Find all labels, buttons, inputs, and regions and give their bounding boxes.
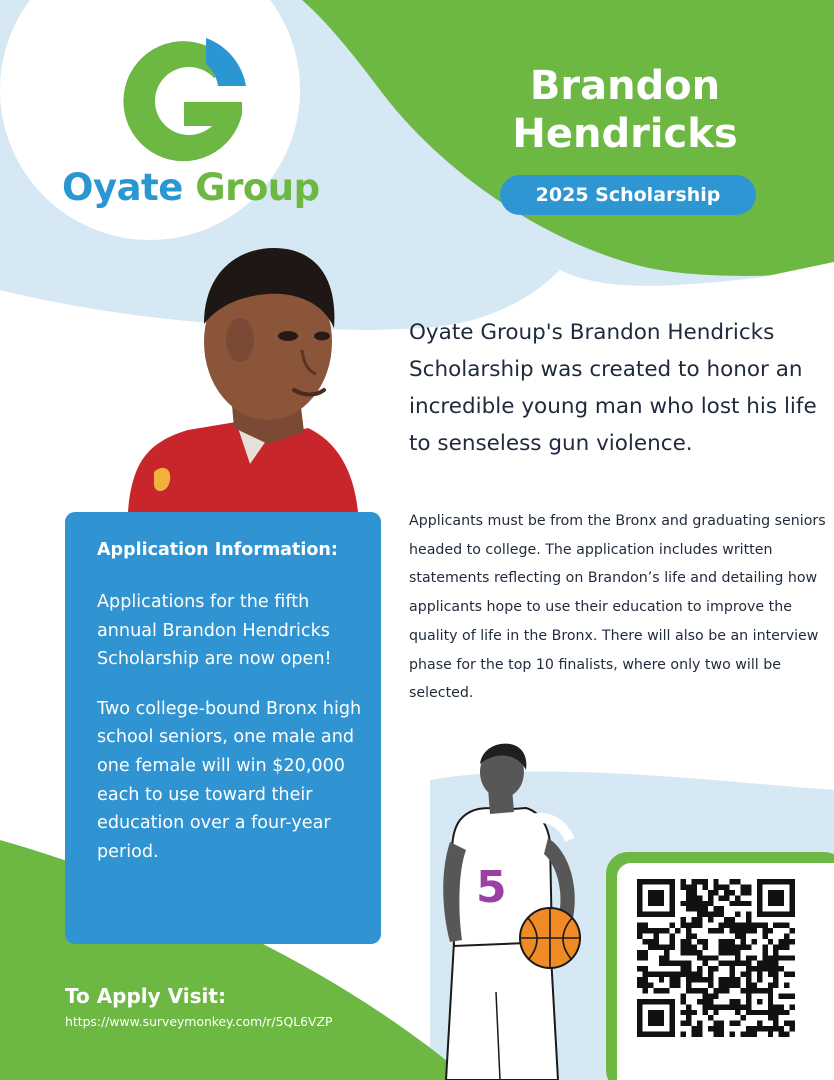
application-info-box	[65, 512, 381, 944]
apply-heading: To Apply Visit:	[65, 984, 226, 1008]
intro-statement: Oyate Group's Brandon Hendricks Scholarship was created to honor an incredible young man who lost his life to senseless gun violence.	[409, 320, 817, 456]
title-line-first: Brandon	[529, 63, 721, 109]
logo-word-group: Group	[195, 166, 320, 209]
logo-wordmark	[62, 166, 320, 209]
scholarship-year-badge: 2025 Scholarship	[500, 175, 756, 215]
oyate-group-logo	[62, 28, 320, 228]
title-line-last: Hendricks	[512, 111, 738, 157]
apply-url-link[interactable]: https://www.surveymonkey.com/r/5QL6VZP	[65, 1014, 333, 1029]
info-paragraph-open: Applications for the fifth annual Brandon Hendricks Scholarship are now open!	[97, 592, 332, 670]
scholarship-title	[480, 62, 770, 158]
qr-code[interactable]	[637, 878, 795, 1038]
portrait-photo	[118, 232, 380, 512]
eligibility-description: Applicants must be from the Bronx and graduating seniors headed to college. The application includes written statements reflecting on Brandon’s life and detailing how applicants hope to use their education to improve the quality of life in the Bronx. There will also be an interview phase for the top 10 finalists, where only two will be selected.	[409, 513, 826, 702]
jersey-number: 5	[476, 862, 507, 913]
info-paragraph-award: Two college-bound Bronx high school seniors, one male and one female will win $20,000 each to use toward their education over a four-year period.	[97, 698, 362, 862]
logo-word-oyate: Oyate	[62, 166, 183, 209]
info-heading: Application Information:	[97, 540, 338, 560]
logo-g-icon	[114, 32, 254, 172]
basketball-player-illustration	[430, 742, 610, 1080]
